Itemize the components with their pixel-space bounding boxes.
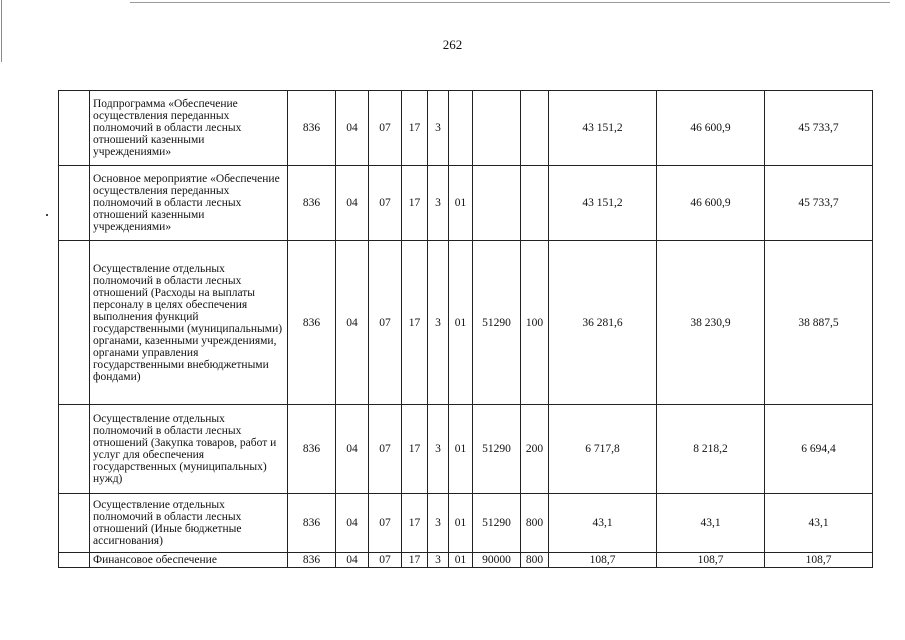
code-subprogram: 3 bbox=[428, 241, 449, 405]
code-direction: 90000 bbox=[473, 553, 521, 568]
blank-cell bbox=[59, 553, 90, 568]
amount-year-1: 36 281,6 bbox=[549, 241, 657, 405]
table-row bbox=[59, 494, 873, 553]
amount-year-2: 38 230,9 bbox=[657, 241, 765, 405]
amount-year-1: 43 151,2 bbox=[549, 166, 657, 241]
code-expense-type: 100 bbox=[521, 241, 549, 405]
amount-year-2: 8 218,2 bbox=[657, 405, 765, 494]
amount-year-3: 6 694,4 bbox=[765, 405, 873, 494]
code-direction: 51290 bbox=[473, 241, 521, 405]
code-subsection: 07 bbox=[369, 166, 402, 241]
scan-speck bbox=[46, 214, 48, 216]
page-number: 262 bbox=[442, 37, 463, 52]
code-subprogram: 3 bbox=[428, 405, 449, 494]
row-name: Основное мероприятие «Обеспечение осуществления переданных полномочий в области лесных отношений казенными учреждениями» bbox=[90, 166, 288, 241]
code-subsection: 07 bbox=[369, 91, 402, 166]
blank-cell bbox=[59, 405, 90, 494]
amount-year-3: 45 733,7 bbox=[765, 91, 873, 166]
row-name: Финансовое обеспечение bbox=[90, 553, 288, 568]
code-subprogram: 3 bbox=[428, 91, 449, 166]
amount-year-3: 108,7 bbox=[765, 553, 873, 568]
table-row bbox=[59, 405, 873, 494]
code-direction bbox=[473, 91, 521, 166]
code-event: 01 bbox=[449, 241, 473, 405]
amount-year-1: 43,1 bbox=[549, 494, 657, 553]
row-name: Осуществление отдельных полномочий в области лесных отношений (Иные бюджетные ассигнования) bbox=[90, 494, 288, 553]
table-row bbox=[59, 553, 873, 568]
code-expense-type: 800 bbox=[521, 494, 549, 553]
code-subsection: 07 bbox=[369, 494, 402, 553]
row-name: Осуществление отдельных полномочий в области лесных отношений (Закупка товаров, работ и услуг для обеспечения государственных (муниципальных) нужд) bbox=[90, 405, 288, 494]
code-subprogram: 3 bbox=[428, 553, 449, 568]
code-section: 04 bbox=[336, 494, 369, 553]
amount-year-1: 43 151,2 bbox=[549, 91, 657, 166]
code-expense-type bbox=[521, 91, 549, 166]
code-expense-type: 800 bbox=[521, 553, 549, 568]
code-ministry: 836 bbox=[288, 91, 336, 166]
code-subsection: 07 bbox=[369, 553, 402, 568]
code-program: 17 bbox=[402, 553, 428, 568]
row-name: Подпрограмма «Обеспечение осуществления переданных полномочий в области лесных отношений казенными учреждениями» bbox=[90, 91, 288, 166]
code-program: 17 bbox=[402, 91, 428, 166]
code-program: 17 bbox=[402, 405, 428, 494]
code-subprogram: 3 bbox=[428, 494, 449, 553]
code-section: 04 bbox=[336, 553, 369, 568]
amount-year-2: 46 600,9 bbox=[657, 91, 765, 166]
code-ministry: 836 bbox=[288, 166, 336, 241]
amount-year-2: 43,1 bbox=[657, 494, 765, 553]
blank-cell bbox=[59, 166, 90, 241]
code-expense-type: 200 bbox=[521, 405, 549, 494]
code-event bbox=[449, 91, 473, 166]
blank-cell bbox=[59, 91, 90, 166]
budget-table bbox=[58, 90, 873, 568]
amount-year-3: 43,1 bbox=[765, 494, 873, 553]
amount-year-2: 46 600,9 bbox=[657, 166, 765, 241]
code-section: 04 bbox=[336, 91, 369, 166]
amount-year-3: 45 733,7 bbox=[765, 166, 873, 241]
code-program: 17 bbox=[402, 494, 428, 553]
code-event: 01 bbox=[449, 494, 473, 553]
code-program: 17 bbox=[402, 166, 428, 241]
code-direction bbox=[473, 166, 521, 241]
amount-year-2: 108,7 bbox=[657, 553, 765, 568]
code-ministry: 836 bbox=[288, 553, 336, 568]
table-row bbox=[59, 91, 873, 166]
code-event: 01 bbox=[449, 405, 473, 494]
code-section: 04 bbox=[336, 241, 369, 405]
code-subprogram: 3 bbox=[428, 166, 449, 241]
amount-year-1: 6 717,8 bbox=[549, 405, 657, 494]
code-expense-type bbox=[521, 166, 549, 241]
amount-year-3: 38 887,5 bbox=[765, 241, 873, 405]
code-ministry: 836 bbox=[288, 405, 336, 494]
code-event: 01 bbox=[449, 553, 473, 568]
blank-cell bbox=[59, 494, 90, 553]
code-subsection: 07 bbox=[369, 405, 402, 494]
code-ministry: 836 bbox=[288, 494, 336, 553]
scan-edge-top bbox=[130, 2, 890, 3]
code-program: 17 bbox=[402, 241, 428, 405]
blank-cell bbox=[59, 241, 90, 405]
table-row bbox=[59, 166, 873, 241]
table-row bbox=[59, 241, 873, 405]
code-direction: 51290 bbox=[473, 405, 521, 494]
amount-year-1: 108,7 bbox=[549, 553, 657, 568]
code-event: 01 bbox=[449, 166, 473, 241]
code-direction: 51290 bbox=[473, 494, 521, 553]
code-section: 04 bbox=[336, 405, 369, 494]
row-name: Осуществление отдельных полномочий в области лесных отношений (Расходы на выплаты персоналу в целях обеспечения выполнения функций государственными (муниципальными) органами, казенными учреждениями, органами управления государственными внебюджетными фондами) bbox=[90, 241, 288, 405]
code-section: 04 bbox=[336, 166, 369, 241]
code-ministry: 836 bbox=[288, 241, 336, 405]
code-subsection: 07 bbox=[369, 241, 402, 405]
